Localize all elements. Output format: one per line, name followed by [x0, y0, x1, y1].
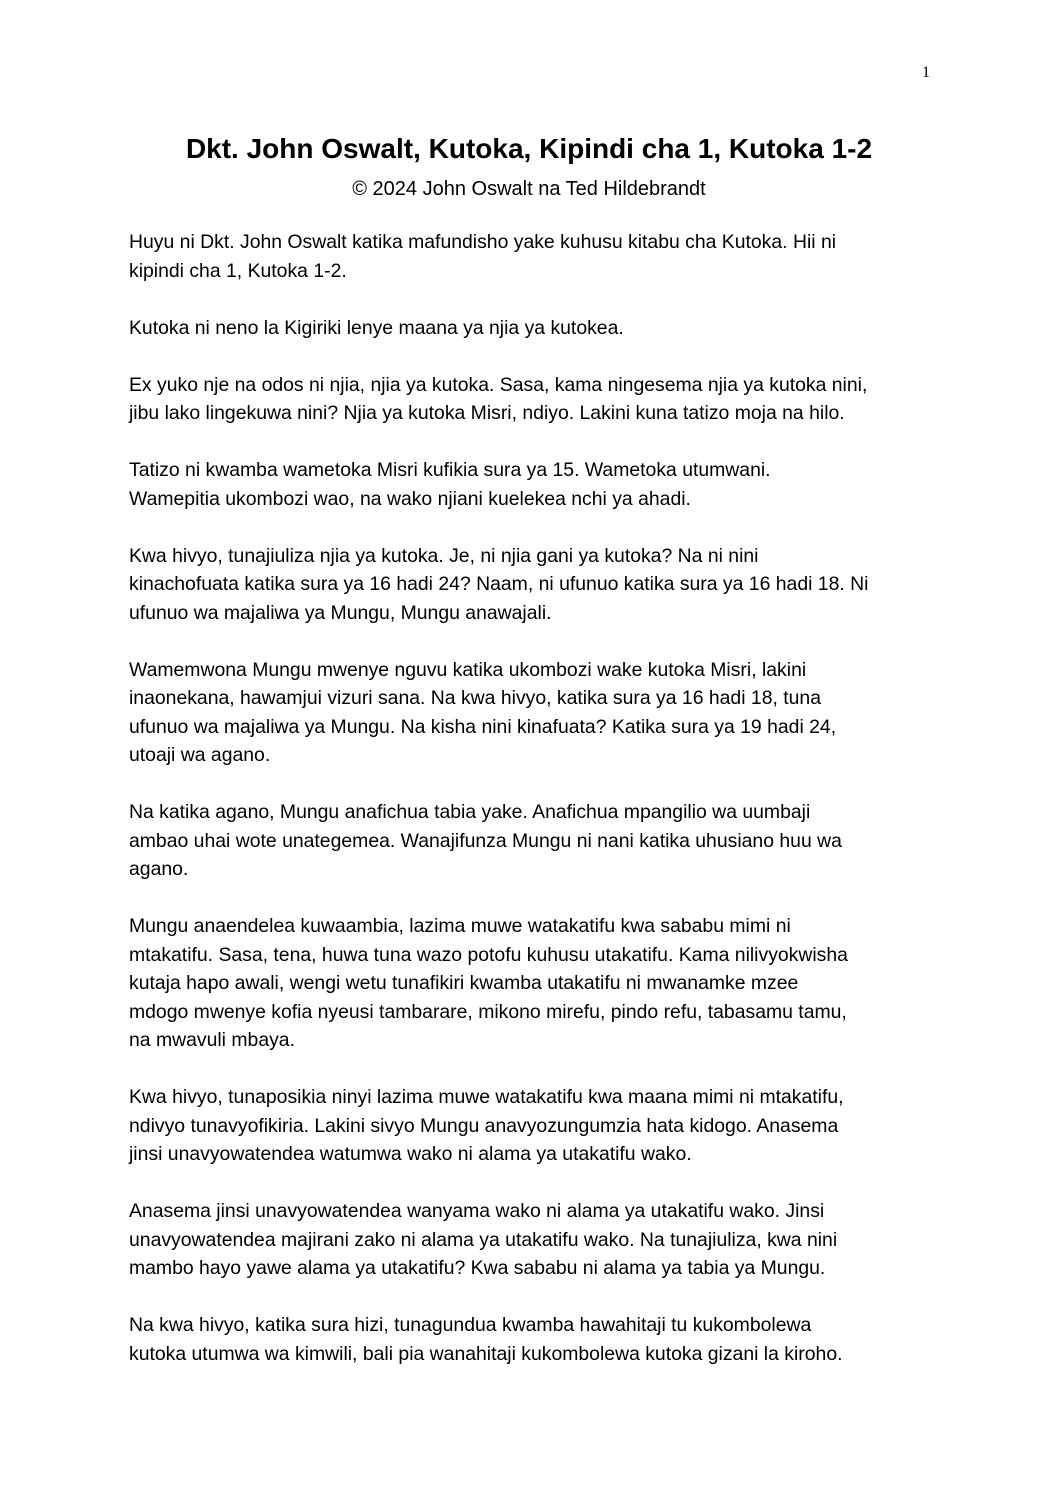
- paragraph: [129, 1197, 929, 1283]
- paragraph: [129, 912, 929, 1055]
- paragraph: [129, 456, 929, 513]
- copyright-line: © 2024 John Oswalt na Ted Hildebrandt: [352, 178, 706, 200]
- document-body: [129, 228, 929, 1397]
- paragraph-line: mambo hayo yawe alama ya utakatifu? Kwa sababu ni alama ya tabia ya Mungu.: [129, 1257, 826, 1279]
- paragraph-line: Ex yuko nje na odos ni njia, njia ya kutoka. Sasa, kama ningesema njia ya kutoka nini,: [129, 373, 868, 396]
- paragraph: [129, 228, 929, 285]
- paragraph-line: kutaja hapo awali, wengi wetu tunafikiri kwamba utakatifu ni mwanamke mzee: [129, 972, 799, 994]
- page-number: 1: [922, 64, 930, 81]
- paragraph-line: mtakatifu. Sasa, tena, huwa tuna wazo potofu kuhusu utakatifu. Kama nilivyokwisha: [129, 943, 848, 966]
- paragraph-line: Tatizo ni kwamba wametoka Misri kufikia sura ya 15. Wametoka utumwani.: [129, 459, 771, 481]
- paragraph-line: Wamemwona Mungu mwenye nguvu katika ukombozi wake kutoka Misri, lakini: [129, 658, 807, 681]
- paragraph: [129, 1311, 929, 1368]
- paragraph-line: jinsi unavyowatendea watumwa wako ni alama ya utakatifu wako.: [129, 1143, 692, 1165]
- paragraph-line: kipindi cha 1, Kutoka 1-2.: [129, 259, 347, 282]
- paragraph: [129, 656, 929, 770]
- paragraph: [129, 314, 929, 343]
- paragraph-line: Na kwa hivyo, katika sura hizi, tunagundua kwamba hawahitaji tu kukombolewa: [129, 1314, 812, 1336]
- paragraph-line: Mungu anaendelea kuwaambia, lazima muwe watakatifu kwa sababu mimi ni: [129, 915, 791, 937]
- paragraph: [129, 798, 929, 884]
- paragraph-line: ufunuo wa majaliwa ya Mungu, Mungu anawajali.: [129, 601, 552, 624]
- paragraph-line: inaonekana, hawamjui vizuri sana. Na kwa hivyo, katika sura ya 16 hadi 18, tuna: [129, 687, 821, 709]
- paragraph-line: Huyu ni Dkt. John Oswalt katika mafundisho yake kuhusu kitabu cha Kutoka. Hii ni: [129, 231, 837, 253]
- paragraph-line: kutoka utumwa wa kimwili, bali pia wanahitaji kukombolewa kutoka gizani la kiroho.: [129, 1342, 843, 1365]
- paragraph-line: ufunuo wa majaliwa ya Mungu. Na kisha nini kinafuata? Katika sura ya 19 hadi 24,: [129, 715, 837, 738]
- paragraph: [129, 1083, 929, 1169]
- paragraph-line: Na katika agano, Mungu anafichua tabia yake. Anafichua mpangilio wa uumbaji: [129, 801, 811, 823]
- paragraph-line: na mwavuli mbaya.: [129, 1029, 295, 1051]
- document-title: Dkt. John Oswalt, Kutoka, Kipindi cha 1, Kutoka 1-2: [185, 133, 873, 164]
- paragraph-line: kinachofuata katika sura ya 16 hadi 24? Naam, ni ufunuo katika sura ya 16 hadi 18. Ni: [129, 573, 869, 595]
- paragraph-line: ambao uhai wote unategemea. Wanajifunza Mungu ni nani katika uhusiano huu wa: [129, 829, 842, 852]
- paragraph-line: Kutoka ni neno la Kigiriki lenye maana ya njia ya kutokea.: [129, 316, 624, 339]
- paragraph-line: Kwa hivyo, tunajiuliza njia ya kutoka. Je, ni njia gani ya kutoka? Na ni nini: [129, 544, 759, 567]
- paragraph-line: utoaji wa agano.: [129, 744, 271, 766]
- paragraph-line: Anasema jinsi unavyowatendea wanyama wako ni alama ya utakatifu wako. Jinsi: [129, 1200, 825, 1222]
- paragraph-line: unavyowatendea majirani zako ni alama ya utakatifu wako. Na tunajiuliza, kwa nini: [129, 1228, 838, 1251]
- paragraph-line: jibu lako lingekuwa nini? Njia ya kutoka Misri, ndiyo. Lakini kuna tatizo moja na hilo.: [129, 402, 845, 424]
- paragraph-line: ndivyo tunavyofikiria. Lakini sivyo Mungu anavyozungumzia hata kidogo. Anasema: [129, 1114, 839, 1137]
- paragraph: [129, 542, 929, 628]
- paragraph-line: mdogo mwenye kofia nyeusi tambarare, mikono mirefu, pindo refu, tabasamu tamu,: [129, 1000, 847, 1023]
- paragraph: [129, 371, 929, 428]
- paragraph-line: Wamepitia ukombozi wao, na wako njiani kuelekea nchi ya ahadi.: [129, 487, 691, 510]
- paragraph-line: agano.: [129, 858, 189, 880]
- paragraph-line: Kwa hivyo, tunaposikia ninyi lazima muwe watakatifu kwa maana mimi ni mtakatifu,: [129, 1086, 844, 1108]
